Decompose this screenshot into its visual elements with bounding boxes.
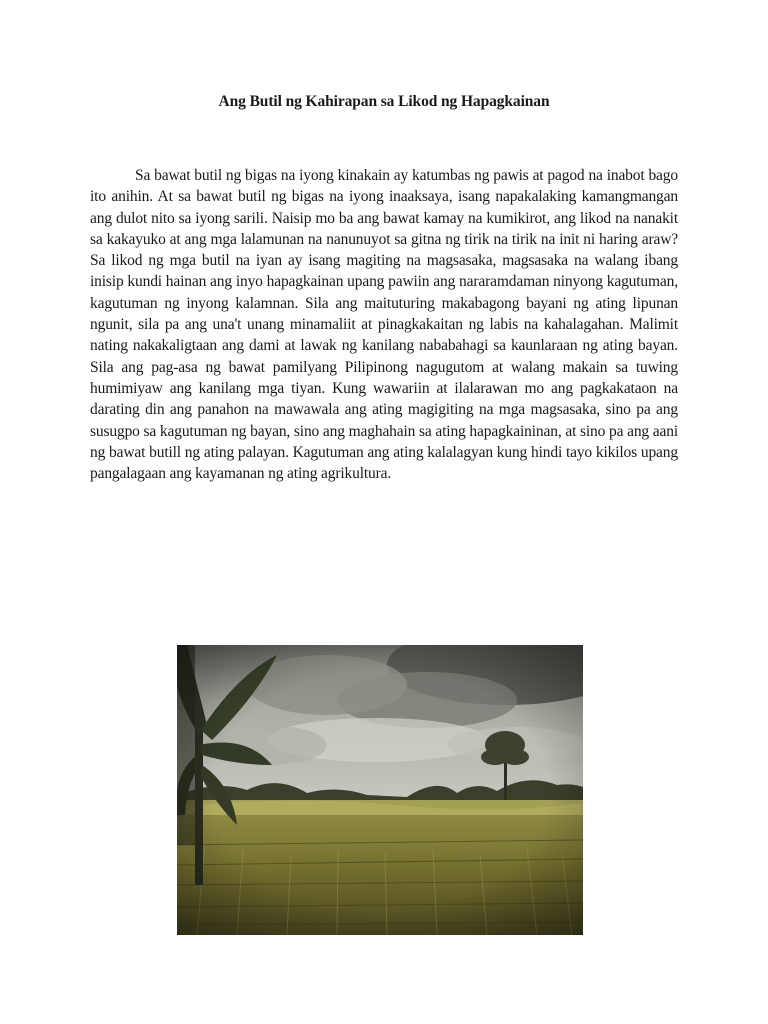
document-title: Ang Butil ng Kahirapan sa Likod ng Hapagkainan — [218, 93, 550, 110]
body-paragraph: Sa bawat butil ng bigas na iyong kinakain ay katumbas ng pawis at pagod na inabot bago ito anihin. At sa bawat butil ng bigas na iyong inaaksaya, isang napakalaking kamangmangan ang dulot nito sa iyong sarili. Naisip mo ba ang bawat kamay na kumikirot, ang likod na nanakit sa kakayuko at ang mga lalamunan na nanunuyot sa gitna ng tirik na tirik na init ni haring araw? Sa likod ng mga butil na iyan ay isang magiting na magsasaka, magsasaka na walang ibang inisip kundi hainan ang inyo hapagkainan upang pawiin ang nararamdaman ninyong kagutuman, kagutuman ng inyong kalamnan. Sila ang maituturing makabagong bayani ng ating lipunan ngunit, sila pa ang una't unang minamaliit at pinagkakaitan ng labis na kahalagahan. Malimit nating nakakaligtaan ang dami at lawak ng kanilang nababahagi sa kaunlaraan ng ating bayan. Sila ang pag-asa ng bawat pamilyang Pilipinong nagugutom at walang makain sa tuwing humimiyaw ang kanilang mga tiyan. Kung wawariin at ilalarawan mo ang pagkakataon na darating din ang panahon na mawawala ang ating magigiting na mga magsasaka, sino pa ang susugpo sa kagutuman ng bayan, sino ang maghahain sa ating hapagkaininan, at sino pa ang aani ng bawat butill ng ating palayan. Kagutuman ang ating kalalagyan kung hindi tayo kikilos upang pangalagaan ang kayamanan ng ating agrikultura. — [90, 167, 678, 483]
rice-field-photo — [177, 645, 583, 935]
